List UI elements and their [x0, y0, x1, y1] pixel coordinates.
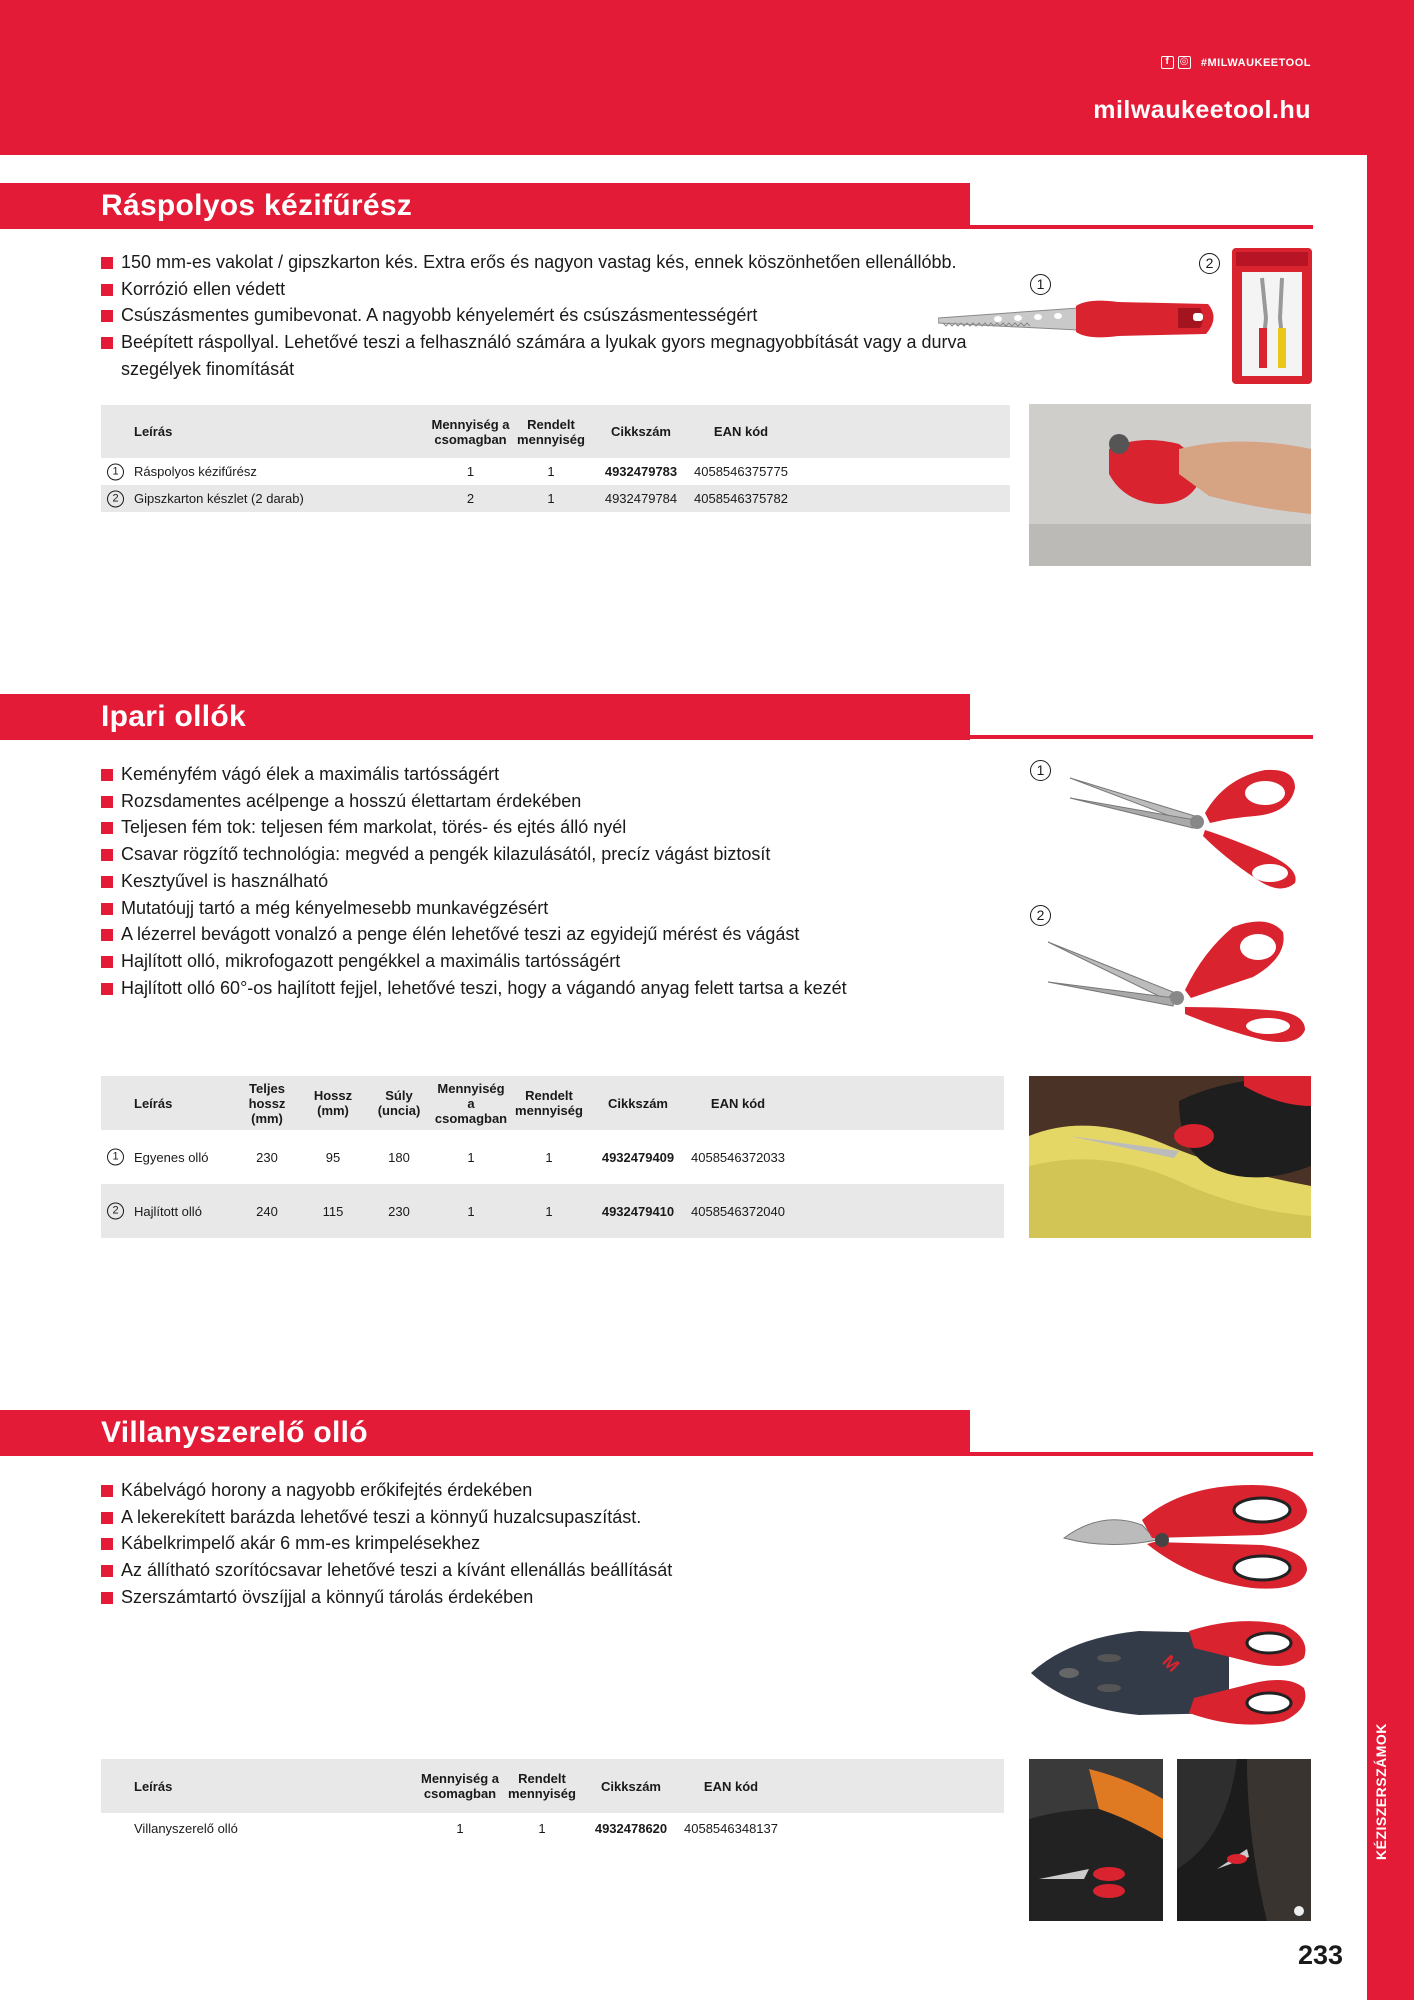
row-number: 2 — [107, 490, 124, 507]
row-qty: 1 — [467, 1149, 475, 1165]
svg-text:M: M — [1158, 1651, 1184, 1676]
section-title-villanyszerelo-ollo: Villanyszerelő olló — [0, 1410, 970, 1456]
row-total-length: 230 — [256, 1149, 278, 1165]
hashtag: #MILWAUKEETOOL — [1200, 56, 1311, 69]
feature-item: Csúszásmentes gumibevonat. A nagyobb kényelemért és csúszásmentességért — [101, 302, 1021, 329]
section-rule — [970, 225, 1313, 229]
row-description: 2 Hajlított olló — [101, 1184, 234, 1238]
col-header-spacer — [791, 405, 1010, 458]
feature-item: A lézerrel bevágott vonalzó a penge élén lehetővé teszi az egyidejű mérést és vágást — [101, 921, 861, 948]
row-ean: 4058546372033 — [691, 1149, 785, 1165]
row-ordered: 1 — [545, 1149, 553, 1165]
row-ordered: 1 — [547, 464, 555, 479]
website-link[interactable]: milwaukeetool.hu — [1093, 96, 1311, 124]
col-header-ean: EAN kód — [688, 1076, 788, 1130]
table-header-row — [101, 405, 1010, 458]
row-qty: 2 — [430, 485, 511, 512]
social-bar — [1161, 56, 1311, 69]
table-header-row — [101, 1759, 1004, 1813]
feature-item: Teljesen fém tok: teljesen fém markolat, törés- és ejtés álló nyél — [101, 814, 861, 841]
row-length: 115 — [300, 1184, 366, 1238]
row-qty: 1 — [432, 1184, 510, 1238]
callout-1: 1 — [1030, 760, 1051, 781]
row-length: 95 — [325, 1149, 341, 1165]
col-header-qty: Mennyiség a csomagban — [417, 1759, 503, 1813]
section-title-raspolyos: Ráspolyos kézifűrész — [0, 183, 970, 229]
belt-holster-photo-2 — [1177, 1759, 1311, 1921]
feature-item: Kábelvágó horony a nagyobb erőkifejtés érdekében — [101, 1477, 821, 1504]
feature-list-villanyszerelo-ollo — [101, 1477, 821, 1611]
col-header-qty: Mennyiség a csomagban — [430, 405, 511, 458]
col-header-ordered: Rendelt mennyiség — [511, 405, 591, 458]
feature-item: Kesztyűvel is használható — [101, 868, 861, 895]
callout-2: 2 — [1199, 253, 1220, 274]
col-header-ordered: Rendelt mennyiség — [503, 1759, 581, 1813]
feature-item: Hajlított olló 60°-os hajlított fejjel, lehetővé teszi, hogy a vágandó anyag felett tartsa a kezét — [101, 975, 861, 1002]
feature-item: Rozsdamentes acélpenge a hosszú élettartam érdekében — [101, 788, 861, 815]
row-sku: 4932479410 — [588, 1184, 688, 1238]
col-header-ordered: Rendelt mennyiség — [510, 1076, 588, 1130]
jab-saw-image — [938, 296, 1218, 346]
col-header-ean: EAN kód — [681, 1759, 781, 1813]
feature-item: A lekerekített barázda lehetővé teszi a könnyű huzalcsupaszítást. — [101, 1504, 821, 1531]
callout-1: 1 — [1030, 274, 1051, 295]
table-row — [101, 1813, 1004, 1843]
col-header-qty: Mennyiség a csomagban — [432, 1076, 510, 1130]
straight-scissors-image — [1065, 758, 1310, 893]
feature-item: Hajlított olló, mikrofogazott pengékkel a maximális tartósságért — [101, 948, 861, 975]
feature-item: 150 mm-es vakolat / gipszkarton kés. Extra erős és nagyon vastag kés, ennek köszönhetően ellenállóbb. — [101, 249, 1021, 276]
feature-item: Keményfém vágó élek a maximális tartósságért — [101, 761, 861, 788]
row-description: 1 Egyenes olló — [101, 1130, 234, 1184]
col-header-description: Leírás — [101, 1759, 417, 1813]
row-description: Villanyszerelő olló — [134, 1820, 238, 1836]
feature-item: Szerszámtartó övszíjjal a könnyű tárolás érdekében — [101, 1584, 821, 1611]
saw-in-use-photo — [1029, 404, 1311, 566]
col-header-sku: Cikkszám — [581, 1759, 681, 1813]
electrician-scissors-image — [1062, 1480, 1312, 1598]
row-weight: 230 — [366, 1184, 432, 1238]
row-description: 2 Gipszkarton készlet (2 darab) — [101, 485, 430, 512]
col-header-weight: Súly (uncia) — [366, 1076, 432, 1130]
spec-table-villanyszerelo-ollo — [101, 1759, 1004, 1843]
feature-list-raspolyos — [101, 249, 1021, 383]
scissors-in-use-photo — [1029, 1076, 1311, 1238]
row-ordered: 1 — [510, 1184, 588, 1238]
row-number: 1 — [107, 1149, 124, 1166]
col-header-length: Hossz (mm) — [300, 1076, 366, 1130]
spec-table-ipari-ollok — [101, 1076, 1004, 1238]
feature-item: Az állítható szorítócsavar lehetővé teszi a kívánt ellenállás beállítását — [101, 1557, 821, 1584]
electrician-scissors-open-image — [1029, 1613, 1313, 1733]
feature-item: Kábelkrimpelő akár 6 mm-es krimpelésekhez — [101, 1530, 821, 1557]
table-row — [101, 458, 1010, 485]
row-number: 2 — [107, 1203, 124, 1220]
row-ean: 4058546375775 — [694, 464, 788, 479]
section-title-ipari-ollok: Ipari ollók — [0, 694, 970, 740]
row-sku: 4932479409 — [601, 1149, 675, 1165]
table-row — [101, 1184, 1004, 1238]
col-header-total-length: Teljes hossz (mm) — [234, 1076, 300, 1130]
col-header-description: Leírás — [101, 1076, 234, 1130]
col-header-sku: Cikkszám — [588, 1076, 688, 1130]
row-total-length: 240 — [234, 1184, 300, 1238]
row-weight: 180 — [388, 1149, 410, 1165]
offset-scissors-image — [1043, 912, 1313, 1047]
callout-2: 2 — [1030, 905, 1051, 926]
spec-table-raspolyos — [101, 405, 1010, 512]
facebook-icon[interactable]: f — [1161, 56, 1174, 69]
row-ordered: 1 — [511, 485, 591, 512]
row-ean: 4058546372040 — [688, 1184, 788, 1238]
table-row — [101, 485, 1010, 512]
col-header-spacer — [788, 1076, 1004, 1130]
page-number: 233 — [1298, 1940, 1344, 1970]
feature-item: Korrózió ellen védett — [101, 276, 1021, 303]
col-header-description: Leírás — [101, 405, 430, 458]
col-header-ean: EAN kód — [691, 405, 791, 458]
table-header-row — [101, 1076, 1004, 1130]
row-ordered: 1 — [538, 1820, 546, 1836]
instagram-icon[interactable]: ◎ — [1179, 56, 1190, 67]
feature-item: Beépített ráspollyal. Lehetővé teszi a felhasználó számára a lyukak gyors megnagyobbítását vagy a durva szegélyek finomítását — [101, 329, 981, 382]
page-header — [0, 0, 1414, 155]
row-ean: 4058546348137 — [684, 1820, 778, 1836]
drywall-kit-image — [1232, 248, 1312, 384]
feature-item: Mutatóujj tartó a még kényelmesebb munkavégzésért — [101, 895, 861, 922]
col-header-spacer — [781, 1759, 1004, 1813]
row-sku: 4932479783 — [604, 464, 678, 479]
row-sku: 4932479784 — [591, 485, 691, 512]
row-sku: 4932478620 — [594, 1820, 668, 1836]
col-header-sku: Cikkszám — [591, 405, 691, 458]
table-row — [101, 1130, 1004, 1184]
belt-holster-photo-1 — [1029, 1759, 1163, 1921]
feature-item: Csavar rögzítő technológia: megvéd a pengék kilazulásától, precíz vágást biztosít — [101, 841, 861, 868]
row-description: 1 Ráspolyos kézifűrész — [101, 458, 430, 485]
row-ean: 4058546375782 — [691, 485, 791, 512]
side-label-text: KÉZISZERSZÁMOK — [1373, 1723, 1389, 1860]
row-qty: 1 — [456, 1820, 464, 1836]
row-qty: 1 — [466, 464, 475, 479]
section-rule — [970, 735, 1313, 739]
section-rule — [970, 1452, 1313, 1456]
feature-list-ipari-ollok — [101, 761, 861, 1001]
row-number: 1 — [107, 463, 124, 480]
